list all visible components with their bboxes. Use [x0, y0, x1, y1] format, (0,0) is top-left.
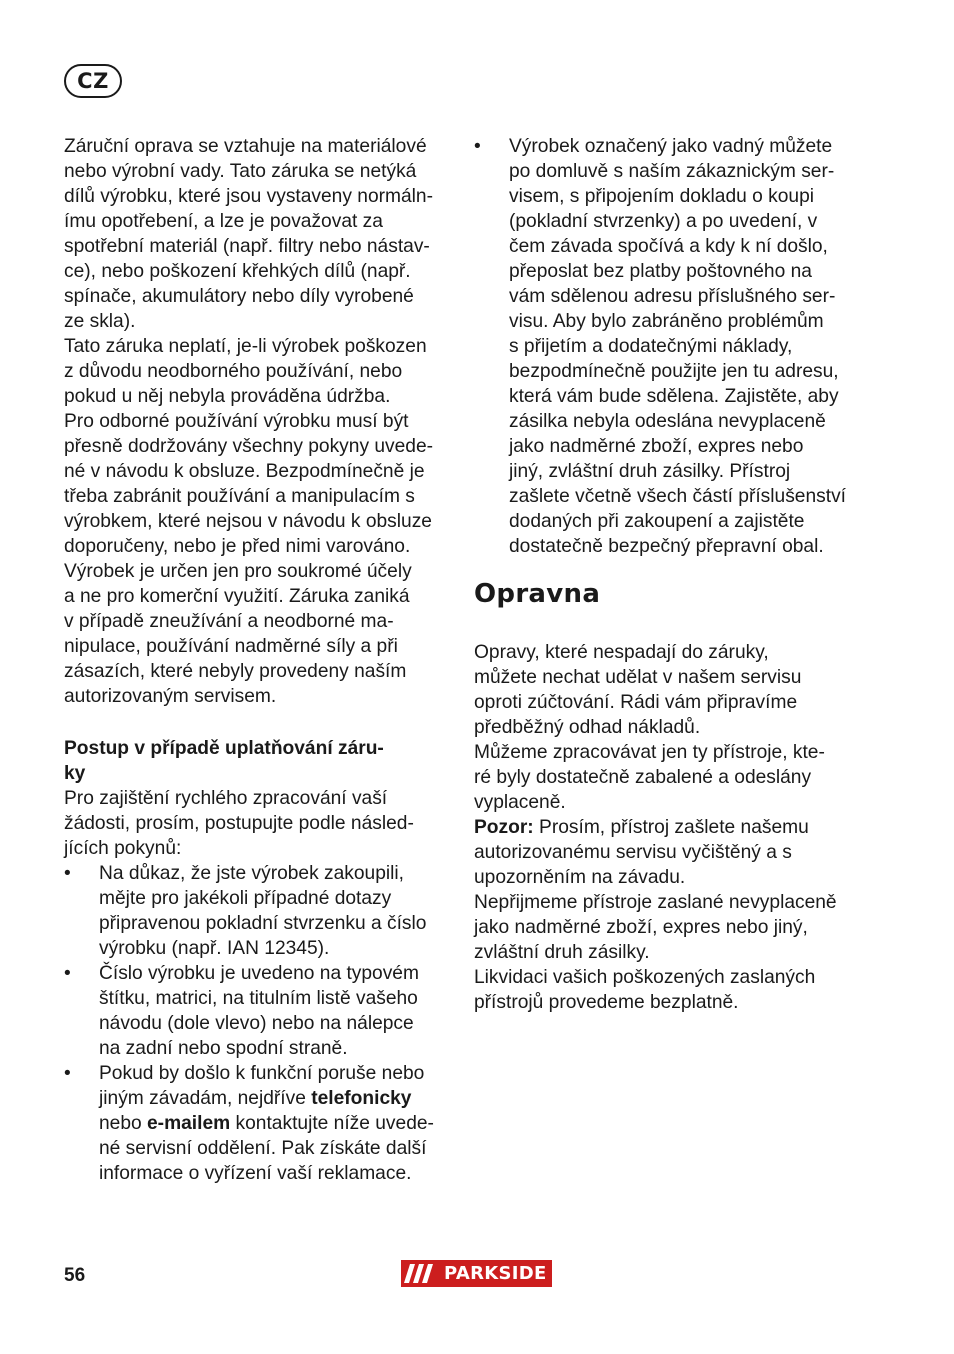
text-line: žádosti, prosím, postupujte podle násled-: [64, 813, 414, 834]
logo-stripes-icon: [401, 1260, 443, 1287]
text-line: Pokud by došlo k funkční poruše nebo: [99, 1063, 425, 1084]
text-line: zásilka nebyla odeslána nevyplaceně: [509, 411, 826, 432]
text-line: zvláštní druh zásilky.: [474, 942, 650, 963]
text-line: jako nadměrné zboží, expres nebo jiný,: [474, 917, 808, 938]
page-number: 56: [64, 1265, 86, 1286]
text-line: která vám bude sdělena. Zajistěte, aby: [509, 386, 839, 407]
text-line: mějte pro jakékoli případné dotazy: [99, 888, 392, 909]
warranty-paragraph-1: [64, 134, 450, 334]
bullet-icon: •: [64, 963, 71, 984]
parkside-logo: [401, 1260, 552, 1287]
text-line: můžete nechat udělat v našem servisu: [474, 667, 802, 688]
text-line: [99, 1111, 450, 1136]
text-line: doporučeny, nebo je před nimi varováno.: [64, 536, 411, 557]
text-run: Prosím, přístroj zašlete našemu: [533, 817, 809, 838]
text-line: po domluvě s naším zákaznickým ser-: [509, 161, 835, 182]
repair-paragraph-2: [474, 840, 864, 1015]
list-item: [64, 1061, 450, 1186]
text-line: oproti zúčtování. Rádi vám připravíme: [474, 692, 798, 713]
text-line: Výrobek označený jako vadný můžete: [509, 136, 833, 157]
text-line: jiný, zvláštní druh zásilky. Přístroj: [509, 461, 791, 482]
text-line: zásazích, které nebyly provedeny naším: [64, 661, 407, 682]
right-column: [474, 134, 864, 1015]
list-item: [64, 961, 450, 1061]
text-line: třeba zabránit používání a manipulacím s: [64, 486, 415, 507]
text-line: Tato záruka neplatí, je-li výrobek poškozen: [64, 336, 427, 357]
text-line: spotřební materiál (např. filtry nebo nástav-: [64, 236, 430, 257]
emphasis-phone: telefonicky: [311, 1088, 412, 1109]
text-line: a ne pro komerční využití. Záruka zaniká: [64, 586, 410, 607]
caution-line: [474, 815, 864, 840]
text-line: přístrojů provedeme bezplatně.: [474, 992, 739, 1013]
logo-wordmark: PARKSIDE: [444, 1263, 547, 1284]
text-line: (pokladní stvrzenky) a po uvedení, v: [509, 211, 818, 232]
list-item-text: [99, 1061, 450, 1186]
text-line: nebo výrobní vady. Tato záruka se netýká: [64, 161, 417, 182]
language-badge: CZ: [64, 64, 122, 98]
text-run: jiným závadám, nejdříve: [99, 1088, 312, 1109]
text-line: výrobkem, které nejsou v návodu k obsluze: [64, 511, 432, 532]
list-item-text: [99, 861, 450, 961]
text-line: Výrobek je určen jen pro soukromé účely: [64, 561, 412, 582]
text-line: Opravy, které nespadají do záruky,: [474, 642, 769, 663]
text-line: ze skla).: [64, 311, 136, 332]
repair-paragraph: [474, 640, 864, 815]
bullet-icon: •: [64, 1063, 71, 1084]
text-run: nebo: [99, 1113, 148, 1134]
text-line: Můžeme zpracovávat jen ty přístroje, kte-: [474, 742, 825, 763]
text-line: dílů výrobku, které jsou vystaveny normáln-: [64, 186, 433, 207]
text-line: Nepřijmeme přístroje zaslané nevyplaceně: [474, 892, 837, 913]
text-line: spínače, akumulátory nebo díly vyrobené: [64, 286, 414, 307]
text-line: ce), nebo poškození křehkých dílů (např.: [64, 261, 411, 282]
text-line: Postup v případě uplatňování záru-: [64, 738, 384, 759]
text-line: Na důkaz, že jste výrobek zakoupili,: [99, 863, 405, 884]
text-line: přeposlat bez platby poštovného na: [509, 261, 812, 282]
text-line: upozorněním na závadu.: [474, 867, 686, 888]
text-line: informace o vyřízení vaší reklamace.: [99, 1163, 412, 1184]
caution-label: Pozor:: [474, 817, 534, 838]
bullet-icon: •: [474, 136, 481, 157]
text-line: výrobku (např. IAN 12345).: [99, 938, 330, 959]
text-line: vám sdělenou adresu příslušného ser-: [509, 286, 836, 307]
claim-procedure-intro: [64, 786, 450, 861]
text-line: né v návodu k obsluze. Bezpodmínečně je: [64, 461, 425, 482]
text-line: zašlete včetně všech částí příslušenství: [509, 486, 846, 507]
text-line: autorizovaným servisem.: [64, 686, 277, 707]
bullet-icon: •: [64, 863, 71, 884]
text-line: pokud u něj nebyla prováděna údržba.: [64, 386, 391, 407]
text-line: v případě zneužívání a neodborné ma-: [64, 611, 394, 632]
text-run: kontaktujte níže uvede-: [230, 1113, 434, 1134]
text-line: Číslo výrobku je uvedeno na typovém: [99, 963, 419, 984]
text-line: Pro zajištění rychlého zpracování vaší: [64, 788, 388, 809]
text-line: Pro odborné používání výrobku musí být: [64, 411, 409, 432]
text-line: dodaných při zakoupení a zajistěte: [509, 511, 805, 532]
emphasis-email: e-mailem: [147, 1113, 231, 1134]
text-line: na zadní nebo spodní straně.: [99, 1038, 348, 1059]
text-line: dostatečně bezpečný přepravní obal.: [509, 536, 824, 557]
text-line: návodu (dole vlevo) nebo na nálepce: [99, 1013, 414, 1034]
text-line: nipulace, používání nadměrné síly a při: [64, 636, 398, 657]
left-column: [64, 134, 450, 1186]
text-line: ré byly dostatečně zabalené a odeslány: [474, 767, 812, 788]
text-line: ímu opotřebení, a lze je považovat za: [64, 211, 383, 232]
section-heading-opravna: Opravna: [474, 579, 601, 609]
text-line: jako nadměrné zboží, expres nebo: [509, 436, 804, 457]
list-item: [474, 134, 864, 559]
text-line: přesně dodržovány všechny pokyny uvede-: [64, 436, 434, 457]
list-item-text: [99, 961, 450, 1061]
text-line: ky: [64, 763, 86, 784]
list-item: [64, 861, 450, 961]
list-item-text: [509, 134, 864, 559]
text-line: s přijetím a dodatečnými náklady,: [509, 336, 793, 357]
text-line: bezpodmínečně použijte jen tu adresu,: [509, 361, 839, 382]
text-line: [99, 1086, 450, 1111]
text-line: visu. Aby bylo zabráněno problémům: [509, 311, 824, 332]
text-line: autorizovanému servisu vyčištěný a s: [474, 842, 792, 863]
text-line: jících pokynů:: [64, 838, 182, 859]
text-line: čem závada spočívá a kdy k ní došlo,: [509, 236, 828, 257]
text-line: Likvidaci vašich poškozených zaslaných: [474, 967, 816, 988]
claim-procedure-heading: [64, 736, 450, 786]
warranty-paragraph-2: [64, 334, 450, 709]
text-line: visem, s připojením dokladu o koupi: [509, 186, 815, 207]
text-line: vyplaceně.: [474, 792, 566, 813]
text-line: štítku, matrici, na titulním listě vašeho: [99, 988, 418, 1009]
text-line: né servisní oddělení. Pak získáte další: [99, 1138, 427, 1159]
text-line: připravenou pokladní stvrzenku a číslo: [99, 913, 427, 934]
text-line: Záruční oprava se vztahuje na materiálové: [64, 136, 427, 157]
text-line: předběžný odhad nákladů.: [474, 717, 701, 738]
text-line: z důvodu neodborného používání, nebo: [64, 361, 403, 382]
